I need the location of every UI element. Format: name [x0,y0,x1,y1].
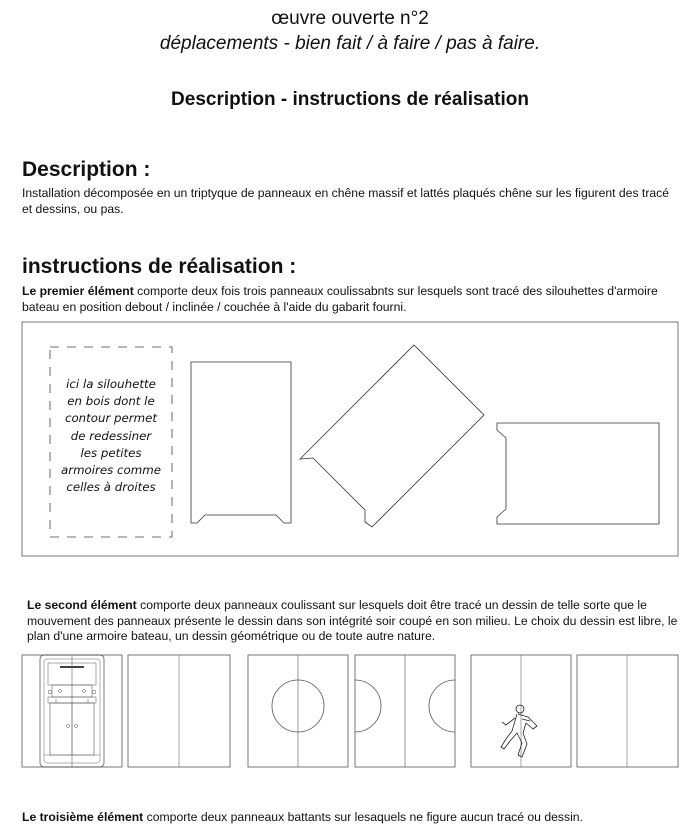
template-note-line: de redessiner [70,428,152,443]
template-note-line: contour permet [64,411,158,426]
template-note-line: ici la silouhette [66,377,156,391]
description-text: Installation décomposée en un triptyque de panneaux en chêne massif et lattés plaqués chêne sur les figurent des tracé et dessins, ou pas. [22,186,670,216]
third-element-paragraph [22,810,682,826]
first-element-text: comporte deux fois trois panneaux coulissabnts sur lesquels sont tracé des silouhettes d'armoire bateau en position debout / inclinée / couchée à l'aide du gabarit fourni. [22,284,658,314]
template-note-line: armoires comme [60,463,161,478]
description-heading: Description : [22,158,151,181]
panel-set-plan [22,655,264,767]
panel-set-runner [471,655,689,767]
first-element-label: Le premier élément [22,284,134,298]
armoire-inclined [300,345,484,527]
document-subtitle: déplacements - bien fait / à faire / pas à faire. [159,33,541,54]
template-note [50,376,172,496]
template-note-line: les petites [80,445,142,460]
template-note-line: en bois dont le [67,394,155,409]
third-element-text: comporte deux panneaux battants sur lesaquels ne figure aucun tracé ou dessin. [143,810,583,824]
document-title: œuvre ouverte n°2 [271,8,429,29]
instructions-heading: instructions de réalisation : [22,255,297,278]
first-element-paragraph [22,284,682,315]
third-element-label: Le troisième élément [22,810,144,824]
second-element-label: Le second élément [27,598,137,612]
panel-set-circle [248,655,455,767]
armoire-lying [497,423,659,524]
second-element-text: comporte deux panneaux coulissant sur lesquels doit être tracé un dessin de telle sorte que le mouvement des panneaux présente le dessin dans son intégrité soir coupé en son milieu. Le choix du dessin est libre, le plan d'une armoire bateau, un dessin géométrique ou de toute autre nature. [27,598,678,643]
armoire-upright [191,362,291,523]
document-heading: Description - instructions de réalisation [171,89,529,110]
second-element-paragraph [27,598,682,645]
template-note-line: celles à droites [66,480,156,495]
